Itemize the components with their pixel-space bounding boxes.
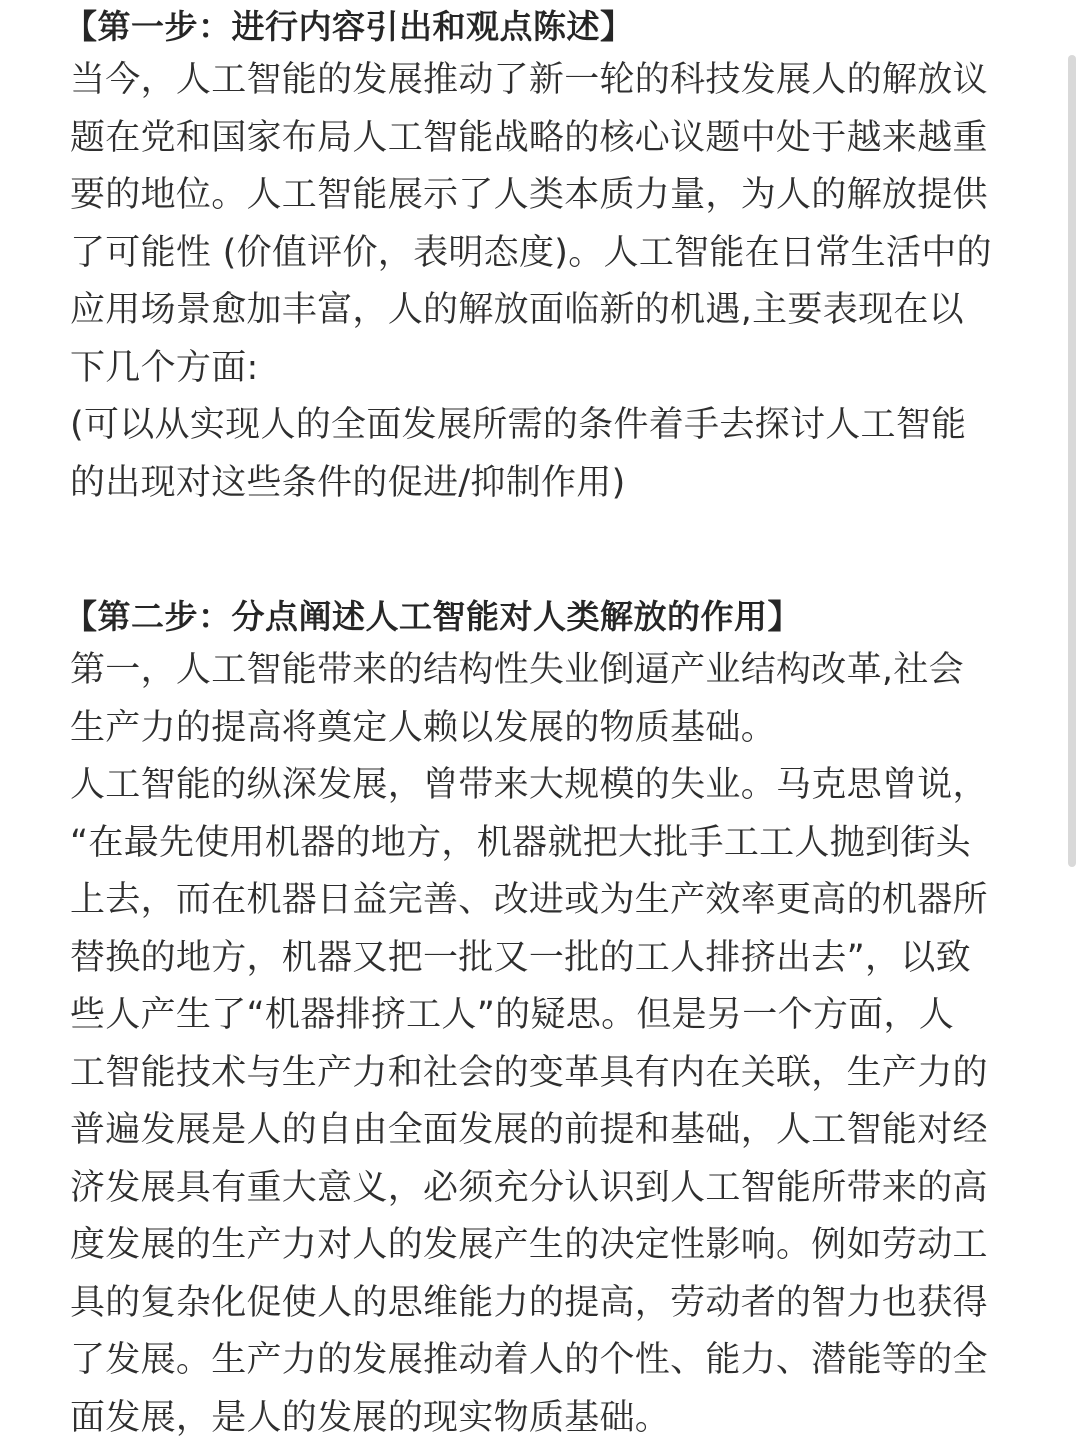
section-2-line: 替换的地方，机器又把一批又一批的工人排挤出去”，以致 xyxy=(70,930,1010,988)
section-2-line: 第一，人工智能带来的结构性失业倒逼产业结构改革,社会 xyxy=(70,642,1010,700)
section-2-line: 生产力的提高将奠定人赖以发展的物质基础。 xyxy=(70,700,1010,758)
section-1-line: 下几个方面: xyxy=(70,340,1010,398)
section-2-line: 上去，而在机器日益完善、改进或为生产效率更高的机器所 xyxy=(70,872,1010,930)
section-1-body xyxy=(70,52,1010,512)
section-2-line: “在最先使用机器的地方，机器就把大批手工工人抛到街头 xyxy=(70,815,1010,873)
section-2-heading: 【第二步：分点阐述人工智能对人类解放的作用】 xyxy=(64,592,1010,642)
section-2-line: 工智能技术与生产力和社会的变革具有内在关联，生产力的 xyxy=(70,1045,1010,1103)
section-1-line: 当今，人工智能的发展推动了新一轮的科技发展人的解放议 xyxy=(70,52,1010,110)
section-2-line: 人工智能的纵深发展，曾带来大规模的失业。马克思曾说， xyxy=(70,757,1010,815)
section-1-line: 的出现对这些条件的促进/抑制作用) xyxy=(70,455,1010,513)
section-2-line: 面发展，是人的发展的现实物质基础。 xyxy=(70,1390,1010,1447)
section-2-line: 普遍发展是人的自由全面发展的前提和基础，人工智能对经 xyxy=(70,1102,1010,1160)
document-page xyxy=(70,0,1010,1447)
section-2-line: 些人产生了“机器排挤工人”的疑思。但是另一个方面，人 xyxy=(70,987,1010,1045)
section-2-line: 度发展的生产力对人的发展产生的决定性影响。例如劳动工 xyxy=(70,1217,1010,1275)
section-1-line: 题在党和国家布局人工智能战略的核心议题中处于越来越重 xyxy=(70,110,1010,168)
vertical-scrollbar[interactable] xyxy=(1068,55,1076,867)
section-1-line: 要的地位。人工智能展示了人类本质力量，为人的解放提供 xyxy=(70,167,1010,225)
section-1-line: (可以从实现人的全面发展所需的条件着手去探讨人工智能 xyxy=(70,397,1010,455)
section-1-heading: 【第一步：进行内容引出和观点陈述】 xyxy=(64,2,1010,52)
section-1-line: 了可能性 (价值评价，表明态度)。人工智能在日常生活中的 xyxy=(70,225,1010,283)
section-2-line: 济发展具有重大意义，必须充分认识到人工智能所带来的高 xyxy=(70,1160,1010,1218)
section-1-line: 应用场景愈加丰富，人的解放面临新的机遇,主要表现在以 xyxy=(70,282,1010,340)
section-2-line: 具的复杂化促使人的思维能力的提高，劳动者的智力也获得 xyxy=(70,1275,1010,1333)
section-2-body xyxy=(70,642,1010,1447)
section-2-line: 了发展。生产力的发展推动着人的个性、能力、潜能等的全 xyxy=(70,1332,1010,1390)
